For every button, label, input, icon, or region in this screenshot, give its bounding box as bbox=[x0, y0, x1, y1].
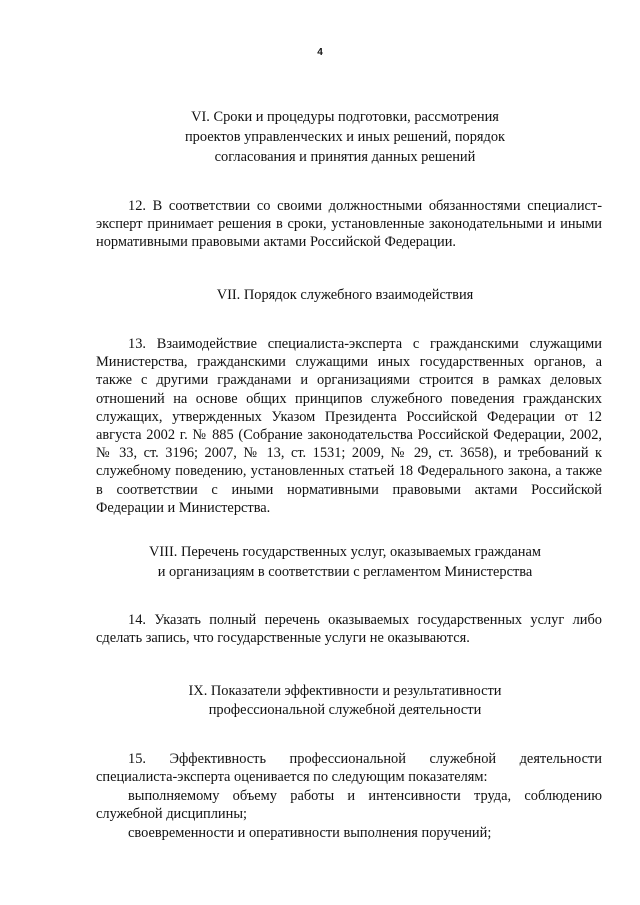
section-8-heading-line-1: VIII. Перечень государственных услуг, оказываемых гражданам bbox=[148, 544, 541, 560]
section-6-heading-line-2: проектов управленческих и иных решений, порядок bbox=[184, 129, 506, 145]
list-item-2: своевременности и оперативности выполнения поручений; bbox=[128, 825, 492, 841]
list-item-1-line-1: выполняемому объему работы и интенсивности труда, соблюдению bbox=[128, 788, 602, 804]
section-9-heading-line-1: IX. Показатели эффективности и результативности bbox=[188, 683, 502, 699]
paragraph-12-text: 12. В соответствии со своими должностными обязанностями специалист-эксперт принимает решения в сроки, установленные законодательными и иными нормативными правовыми актами Российской Федерации. bbox=[96, 198, 602, 251]
paragraph-15-line-2: специалиста-эксперта оценивается по следующим показателям: bbox=[96, 769, 488, 785]
paragraph-13 bbox=[96, 335, 602, 517]
paragraph-12 bbox=[96, 197, 602, 252]
section-9-heading-line-2: профессиональной служебной деятельности bbox=[208, 702, 482, 718]
paragraph-13-text: 13. Взаимодействие специалиста-эксперта с гражданскими служащими Министерства, гражданскими служащими иных государственных органов, а также с другими гражданами и организациями строится в рамках деловых отношений на основе общих принципов служебного поведения гражданских служащих, утвержденных Указом Президента Российской Федерации от 12 августа 2002 г. № 885 (Собрание законодательства Российской Федерации, 2002, № 33, ст. 3196; 2007, № 13, ст. 1531; 2009, № 29, ст. 3658), и требований к служебному поведению, установленных статьей 18 Федерального закона, а также в соответствии с иными нормативными правовыми актами Российской Федерации и Министерства. bbox=[96, 336, 602, 516]
section-6-heading-line-3: согласования и принятия данных решений bbox=[214, 149, 476, 165]
list-item-1-line-2: служебной дисциплины; bbox=[96, 806, 247, 822]
paragraph-14 bbox=[96, 611, 602, 647]
paragraph-14-text: 14. Указать полный перечень оказываемых государственных услуг либо сделать запись, что государственные услуги не оказываются. bbox=[96, 612, 602, 647]
section-6-heading-line-1: VI. Сроки и процедуры подготовки, рассмотрения bbox=[191, 109, 499, 125]
section-7-heading: VII. Порядок служебного взаимодействия bbox=[216, 287, 474, 303]
section-8-heading-line-2: и организациям в соответствии с регламентом Министерства bbox=[157, 564, 533, 580]
page-number: 4 bbox=[317, 47, 323, 58]
paragraph-15-line-1: 15. Эффективность профессиональной служебной деятельности bbox=[128, 751, 602, 767]
